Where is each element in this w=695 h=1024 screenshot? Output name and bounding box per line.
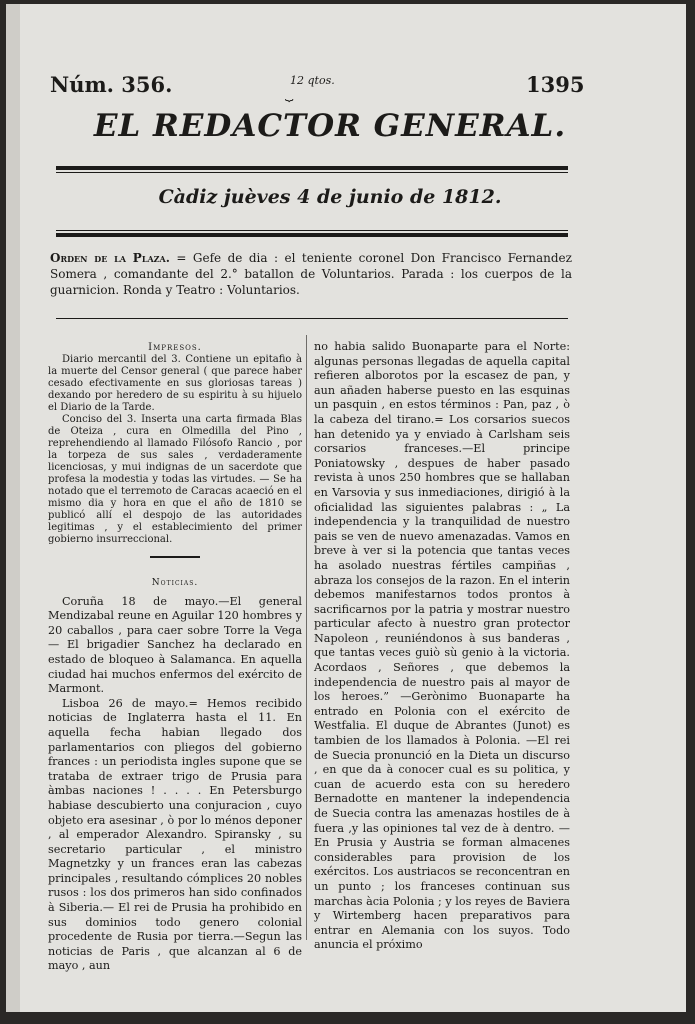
section-rule [56,318,568,319]
masthead-rule-top-thin [56,172,568,173]
page-number: 1395 [526,72,585,97]
masthead-title: EL REDACTOR GENERAL. [93,108,567,144]
section-separator [150,556,200,558]
impresos-heading: Impresos. [148,342,202,353]
orden-text: = Gefe de dia : el teniente coronel Don Francisco Fernandez Somera , comandante del 2.° batallon de Voluntarios. Parada : los cuerpos de la guarnicion. Ronda y Teatro : Voluntarios. [50,251,572,297]
orden-de-la-plaza [50,250,572,298]
issue-number: Núm. 356. [50,72,173,97]
impresos-paragraph-2: Conciso del 3. Inserta una carta firmada Blas de Oteiza , cura en Olmedilla del Pino , reprehendiendo al llamado Filósofo Rancio , por la torpeza de sus sales , verdaderamente licenciosas, y mui indignas de un sacerdote que profesa la modestia y todas las virtudes. — Se ha notado que el terremoto de Caracas acaeció en el mismo dia y hora en que el año de 1810 se publicó allí el despojo de las autoridades legitimas , y el establecimiento del primer gobierno insurreccional. [48,414,302,545]
dateline-rule-thin [56,230,568,231]
noticias-paragraph-3: no habia salido Buonaparte para el Norte: algunas personas llegadas de aquella capital refieren alborotos por la escasez de pan, y aun añaden haberse puesto en las esquinas un pasquin , en estos términos : Pan, paz , ò la cabeza del tirano.= Los corsarios suecos han detenido ya y enviado à Carlsham seis corsarios franceses.—El principe Poniatowsky , despues de haber pasado revista à unos 250 hombres que se hallaban en Varsovia y sus inmediaciones, dirigió à la oficialidad las siguientes palabras : „ La independencia y la tranquilidad de nuestro pais se ven de nuevo amenazadas. Vamos en breve à ver si la potencia que tantas veces ha asolado nuestras fértiles campiñas , abraza los consejos de la razon. En el interin debemos manifestarnos todos prontos à sacrificarnos por la patria y mostrar nuestro particular afecto à nuestro gran protector Napoleon , reuniéndonos à sus banderas , que tantas veces guiò sù genio à la victoria. Acordaos , Señores , que debemos la independencia de nuestro pais al mayor de los heroes.” —Gerònimo Buonaparte ha entrado en Polonia con el exército de Westfalia. El duque de Abrantes (Junot) es tambien de los llamados à Polonia. —El rei de Suecia pronunció en la Dieta un discurso , en que da à conocer cual es su politica, y cuan de acuerdo esta con su heredero Bernadotte en mantener la independencia de Suecia contra las amenazas hostiles de à fuera ,y las opiniones tal vez de à dentro. — En Prusia y Austria se forman almacenes considerables para provision de los exércitos. Los austriacos se reconcentran en un punto ; los franceses continuan sus marchas àcia Polonia ; y los reyes de Baviera y Wirtemberg hacen preparativos para entrar en Alemania con los suyos. Todo anuncia el próximo [314,340,570,952]
impresos-paragraph-1: Diario mercantil del 3. Contiene un epitafio à la muerte del Censor general ( que parece haber cesado efectivamente en sus gloriosas tareas ) dexando por heredero de su espiritu à su hijuelo el Diario de la Tarde. [48,354,302,413]
orden-label: Orden de la Plaza. [50,251,170,265]
left-column [48,342,302,974]
dateline-rule [56,233,568,237]
noticias-heading: Noticias. [151,578,199,588]
impresos-section [48,342,302,546]
price-brace: ⏟ [285,86,294,102]
noticias-paragraph-1: Coruña 18 de mayo.—El general Mendizabal reune en Aguilar 120 hombres y 20 caballos , para caer sobre Torre la Vega— El brigadier Sanchez ha declarado en estado de bloqueo à Salamanca. En aquella ciudad hai muchos enfermos del exército de Marmont. [48,594,302,696]
masthead-rule-top [56,166,568,170]
column-divider [306,335,307,940]
dateline: Càdiz juèves 4 de junio de 1812. [158,186,502,208]
price-note: 12 qtos. [290,74,335,87]
right-column [314,340,570,953]
noticias-paragraph-2: Lisboa 26 de mayo.= Hemos recibido noticias de Inglaterra hasta el 11. En aquella fecha habian llegado dos parlamentarios con pliegos del gobierno frances : un periodista ingles supone que se trataba de extraer trigo de Prusia para àmbas naciones ! . . . . En Petersburgo habiase descubierto una conjuracion , cuyo objeto era asesinar , ò por lo ménos deponer , al emperador Alexandro. Spiransky , su secretario particular , el ministro Magnetzky y un frances eran las cabezas principales , resultando cómplices 20 nobles rusos : los dos primeros han sido confinados à Siberia.— El rei de Prusia ha prohibido en sus dominios todo genero colonial procedente de Rusia por tierra.—Segun las noticias de Paris , que alcanzan al 6 de mayo , aun [48,696,302,973]
